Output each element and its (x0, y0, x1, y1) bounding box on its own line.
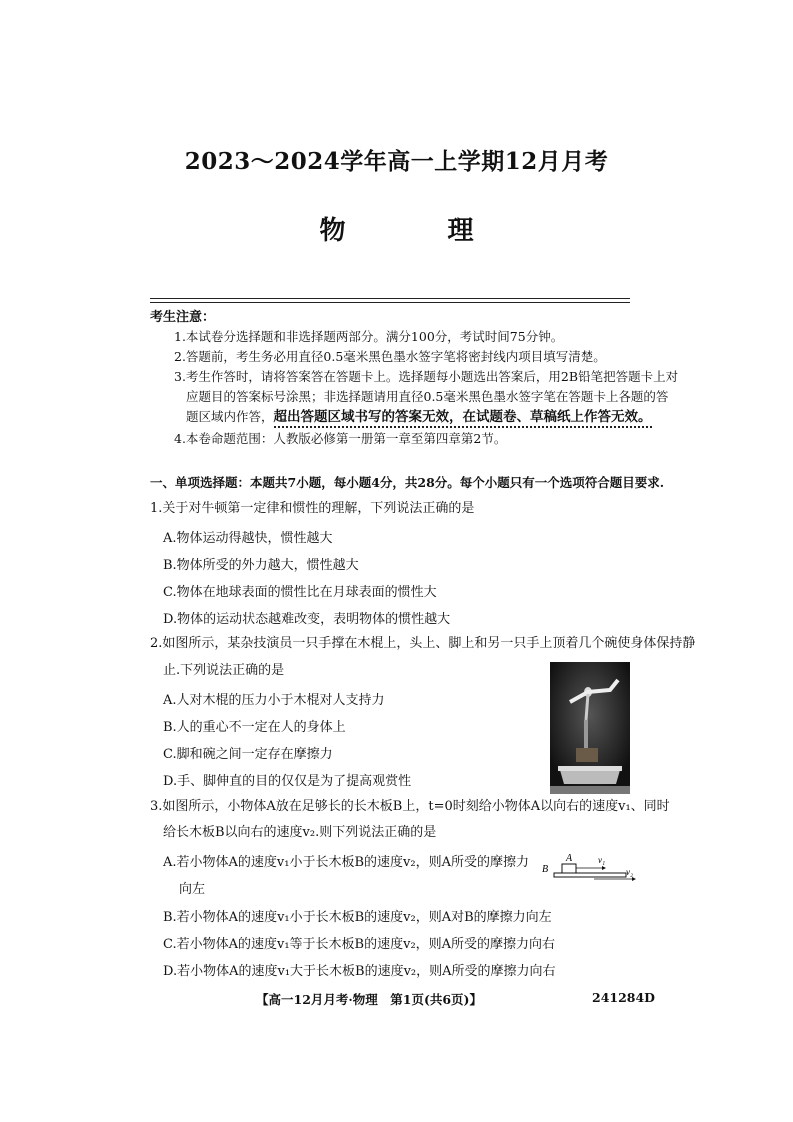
label-v1: v₁ (598, 855, 606, 865)
question-stem: 给长木板B以向右的速度v₂.则下列说法正确的是 (163, 825, 437, 840)
question-option: A.若小物体A的速度v₁小于长木板B的速度v₂，则A所受的摩擦力 (163, 855, 529, 870)
notice-heading: 考生注意： (150, 310, 216, 325)
label-a: A (566, 853, 573, 864)
notice-item: 3.考生作答时，请将答案答在答题卡上。选择题每小题选出答案后，用2B铅笔把答题卡上对 (174, 369, 679, 384)
paper-code: 241284D (592, 990, 656, 1005)
question-option: A.物体运动得越快，惯性越大 (163, 531, 333, 546)
question-option: B.物体所受的外力越大，惯性越大 (163, 558, 359, 573)
question-stem: 1.关于对牛顿第一定律和惯性的理解，下列说法正确的是 (150, 501, 475, 516)
notice-item: 4.本卷命题范围：人教版必修第一册第一章至第四章第2节。 (174, 431, 507, 446)
acrobat-photo (550, 662, 630, 794)
question-stem: 2.如图所示，某杂技演员一只手撑在木棍上，头上、脚上和另一只手上顶着几个碗使身体保持静 (150, 636, 696, 651)
page-footer: 【高一12月月考·物理 第1页(共6页)】 (256, 992, 482, 1007)
question-stem: 止.下列说法正确的是 (163, 663, 285, 678)
notice-item: 应题目的答案标号涂黑；非选择题请用直径0.5毫米黑色墨水签字笔在答题卡上各题的答 (186, 389, 669, 404)
question-option: B.人的重心不一定在人的身体上 (163, 720, 346, 735)
notice-item-text: 题区域内作答， (186, 409, 274, 424)
question-option: 向左 (179, 882, 206, 897)
question-option: D.若小物体A的速度v₁大于长木板B的速度v₂，则A所受的摩擦力向右 (163, 964, 556, 979)
block-diagram (538, 850, 638, 884)
section-heading: 一、单项选择题：本题共7小题，每小题4分，共28分。每个小题只有一个选项符合题目要求. (150, 475, 665, 490)
notice-emphasis: 超出答题区域书写的答案无效，在试题卷、草稿纸上作答无效。 (274, 409, 652, 428)
question-option: A.人对木棍的压力小于木棍对人支持力 (163, 693, 385, 708)
question-option: D.物体的运动状态越难改变，表明物体的惯性越大 (163, 612, 451, 627)
exam-title: 2023～2024学年高一上学期12月月考 (184, 148, 609, 175)
question-option: C.物体在地球表面的惯性比在月球表面的惯性大 (163, 585, 437, 600)
label-v2: v₂ (626, 867, 634, 877)
divider-rule (150, 298, 630, 299)
divider-rule (150, 302, 630, 303)
subject-title: 物 理 (319, 216, 512, 246)
notice-item (186, 407, 652, 427)
question-option: C.若小物体A的速度v₁等于长木板B的速度v₂，则A所受的摩擦力向右 (163, 937, 556, 952)
question-stem: 3.如图所示，小物体A放在足够长的长木板B上，t=0时刻给小物体A以向右的速度v₁、同时 (150, 799, 670, 814)
question-option: D.手、脚伸直的目的仅仅是为了提高观赏性 (163, 774, 412, 789)
notice-item: 1.本试卷分选择题和非选择题两部分。满分100分，考试时间75分钟。 (174, 329, 564, 344)
question-option: C.脚和碗之间一定存在摩擦力 (163, 747, 333, 762)
question-option: B.若小物体A的速度v₁小于长木板B的速度v₂，则A对B的摩擦力向左 (163, 910, 552, 925)
notice-item: 2.答题前，考生务必用直径0.5毫米黑色墨水签字笔将密封线内项目填写清楚。 (174, 349, 606, 364)
label-b: B (542, 864, 549, 875)
